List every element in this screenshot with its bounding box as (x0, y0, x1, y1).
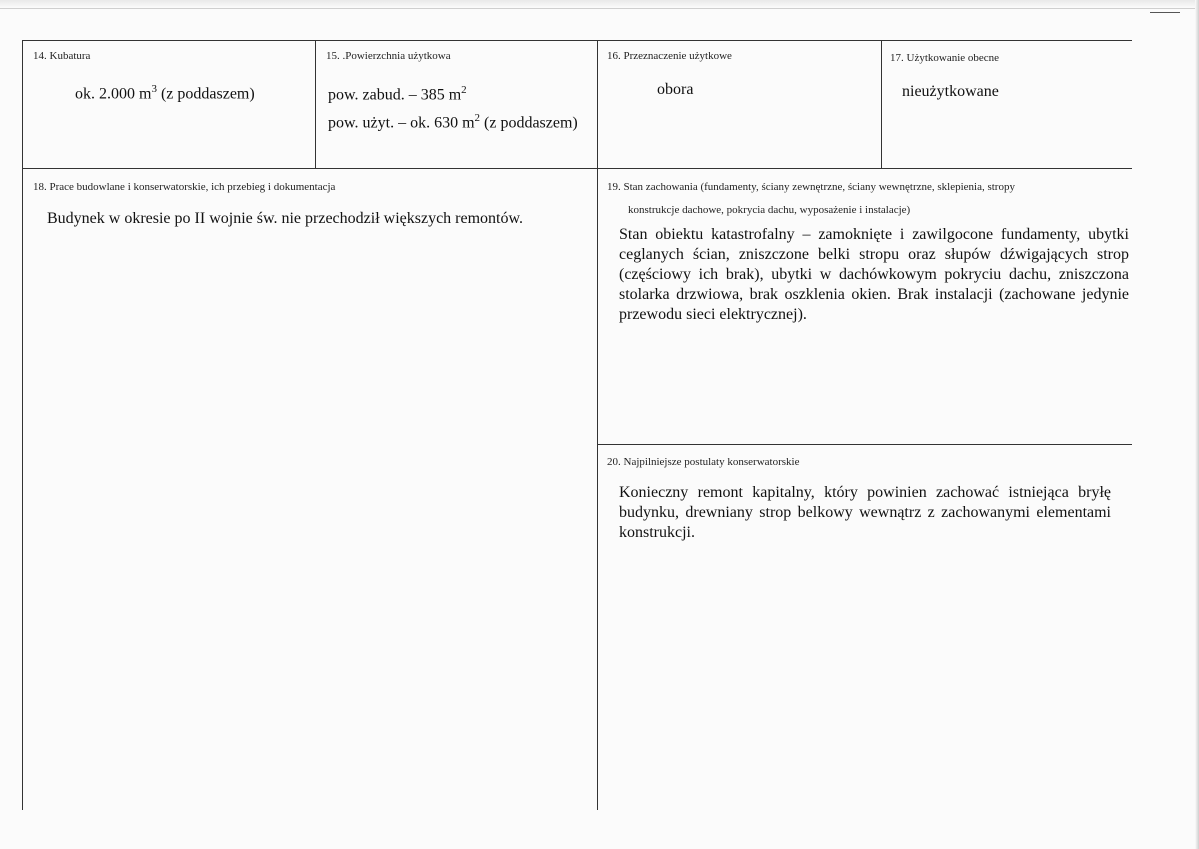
section-18-label: 18. Prace budowlane i konserwatorskie, ich przebieg i dokumentacja (33, 181, 336, 193)
section-15-line-2-suffix: (z poddaszem) (480, 114, 578, 132)
section-16-label: 16. Przeznaczenie użytkowe (607, 50, 732, 62)
form-col-divider-main (597, 40, 598, 810)
section-19-label-line-2: konstrukcje dachowe, pokrycia dachu, wyposażenie i instalacje) (628, 204, 911, 216)
section-20-label: 20. Najpilniejsze postulaty konserwatorskie (607, 456, 800, 468)
section-16-value: obora (657, 81, 694, 98)
section-17-value: nieużytkowane (902, 83, 999, 100)
section-15-label: 15. .Powierzchnia użytkowa (326, 50, 451, 62)
form-left-border (22, 40, 23, 810)
section-15-line-1-prefix: pow. zabud. – 385 m (328, 86, 462, 104)
form-row-divider (22, 168, 1132, 169)
section-15-line-2-sup: 2 (474, 112, 481, 124)
scan-top-edge (0, 0, 1199, 9)
section-14-value (75, 79, 255, 104)
section-19-value: Stan obiektu katastrofalny – zamoknięte i zawilgocone fundamenty, ubytki ceglanych ścian, zniszczone belki stropu oraz słupów dźwigających strop (częściowy ich brak), ubytki w dachówkowym pokryciu dachu, zniszczona stolarka drzwiowa, brak oszklenia okien. Brak instalacji (zachowane jedynie przewodu sieci elektrycznej). (619, 226, 1129, 323)
section-15-line-2 (328, 108, 578, 133)
section-14-value-sup: 3 (151, 83, 157, 95)
form-col-divider-3 (881, 40, 882, 168)
section-14-value-suffix: (z poddaszem) (156, 85, 255, 103)
section-18-value: Budynek w okresie po II wojnie św. nie przechodził większych remontów. (47, 210, 524, 227)
section-15-line-2-prefix: pow. użyt. – ok. 630 m (328, 114, 475, 132)
section-17-label: 17. Użytkowanie obecne (890, 52, 1000, 64)
section-15-line-1-sup: 2 (461, 84, 467, 96)
section-14-value-prefix: ok. 2.000 m (75, 85, 152, 103)
scan-right-edge (1195, 0, 1199, 849)
form-top-border (22, 40, 1132, 41)
scan-mark (1150, 12, 1180, 13)
section-19-label-line-1: 19. Stan zachowania (fundamenty, ściany zewnętrzne, ściany wewnętrzne, sklepienia, stropy (607, 181, 1015, 193)
form-col-divider-1 (315, 40, 316, 168)
section-14-label: 14. Kubatura (33, 50, 91, 62)
form-right-divider (597, 444, 1132, 445)
section-15-line-1 (328, 80, 467, 105)
section-20-value: Konieczny remont kapitalny, który powinien zachować istniejąca bryłę budynku, drewniany strop belkowy wewnątrz z zachowanymi elementami konstrukcji. (619, 484, 1111, 541)
